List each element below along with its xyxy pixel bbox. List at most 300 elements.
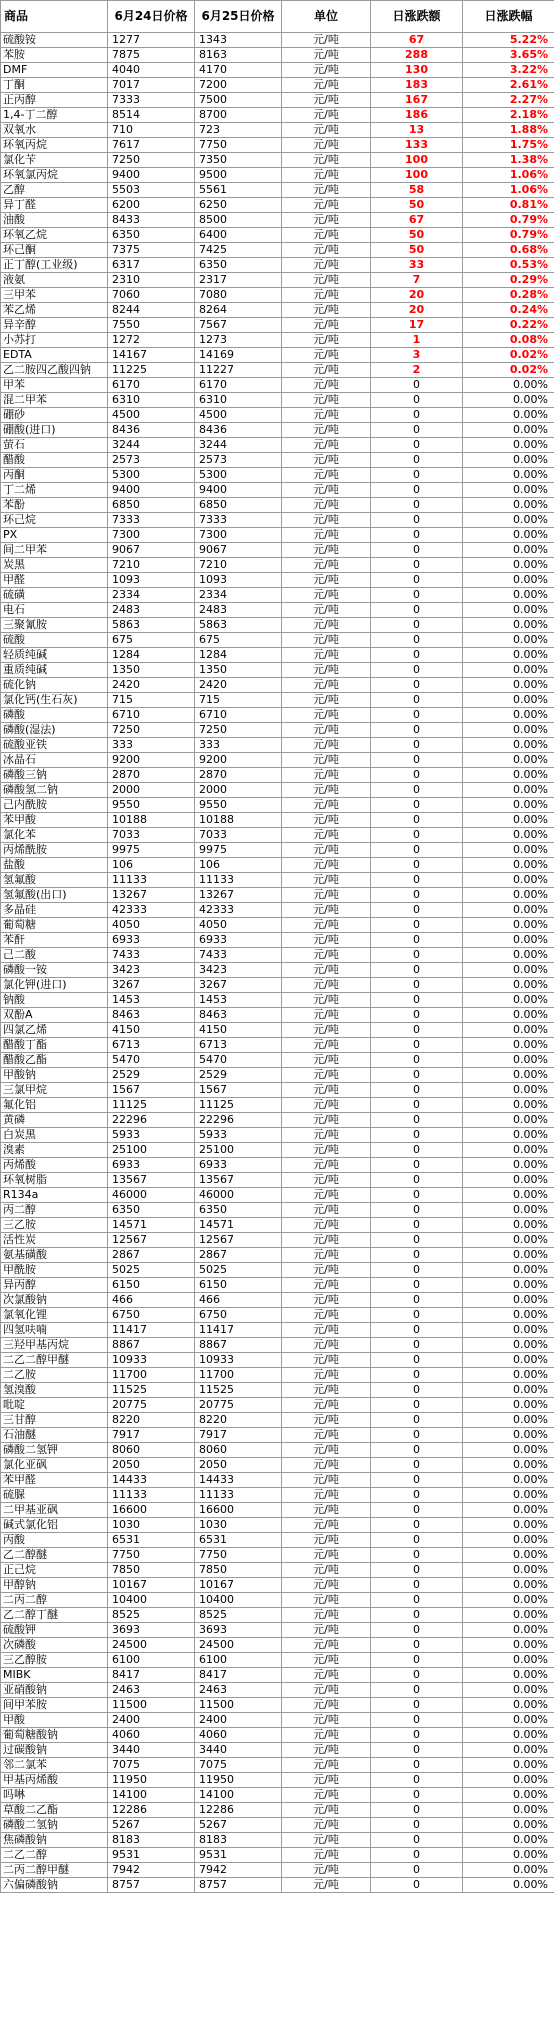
table-row <box>1 1833 554 1848</box>
cell-price-prev: 6710 <box>108 708 195 723</box>
table-row <box>1 1758 554 1773</box>
cell-unit: 元/吨 <box>282 843 371 858</box>
cell-pct: 0.00% <box>463 393 554 408</box>
cell-pct: 0.00% <box>463 603 554 618</box>
cell-unit: 元/吨 <box>282 693 371 708</box>
cell-price-curr: 2870 <box>195 768 282 783</box>
cell-name: 葡萄糖酸钠 <box>1 1728 108 1743</box>
cell-unit: 元/吨 <box>282 48 371 63</box>
cell-change: 0 <box>371 573 463 588</box>
cell-price-curr: 4150 <box>195 1023 282 1038</box>
cell-name: 甲醇钠 <box>1 1578 108 1593</box>
cell-pct: 0.00% <box>463 1728 554 1743</box>
cell-unit: 元/吨 <box>282 1713 371 1728</box>
cell-change: 0 <box>371 1038 463 1053</box>
table-row <box>1 1113 554 1128</box>
cell-price-curr: 9550 <box>195 798 282 813</box>
cell-price-curr: 8463 <box>195 1008 282 1023</box>
cell-unit: 元/吨 <box>282 753 371 768</box>
table-row <box>1 918 554 933</box>
cell-price-prev: 46000 <box>108 1188 195 1203</box>
table-row <box>1 573 554 588</box>
cell-unit: 元/吨 <box>282 768 371 783</box>
cell-name: 多晶硅 <box>1 903 108 918</box>
cell-name: 硫酸铵 <box>1 33 108 48</box>
cell-pct: 0.00% <box>463 1233 554 1248</box>
cell-change: 288 <box>371 48 463 63</box>
cell-price-prev: 11125 <box>108 1098 195 1113</box>
cell-unit: 元/吨 <box>282 138 371 153</box>
cell-unit: 元/吨 <box>282 873 371 888</box>
cell-pct: 0.00% <box>463 1803 554 1818</box>
cell-price-prev: 5025 <box>108 1263 195 1278</box>
cell-price-curr: 7942 <box>195 1863 282 1878</box>
cell-change: 0 <box>371 873 463 888</box>
cell-unit: 元/吨 <box>282 663 371 678</box>
cell-price-prev: 14571 <box>108 1218 195 1233</box>
cell-unit: 元/吨 <box>282 1248 371 1263</box>
table-row <box>1 1743 554 1758</box>
cell-change: 0 <box>371 1098 463 1113</box>
cell-unit: 元/吨 <box>282 183 371 198</box>
cell-price-curr: 7210 <box>195 558 282 573</box>
cell-price-prev: 5267 <box>108 1818 195 1833</box>
cell-price-curr: 11417 <box>195 1323 282 1338</box>
cell-pct: 0.00% <box>463 423 554 438</box>
cell-change: 0 <box>371 1368 463 1383</box>
table-row <box>1 1728 554 1743</box>
table-row <box>1 63 554 78</box>
cell-price-curr: 6750 <box>195 1308 282 1323</box>
cell-price-curr: 7033 <box>195 828 282 843</box>
cell-name: 甲苯 <box>1 378 108 393</box>
cell-name: 醋酸丁酯 <box>1 1038 108 1053</box>
table-row <box>1 1353 554 1368</box>
cell-unit: 元/吨 <box>282 1368 371 1383</box>
cell-unit: 元/吨 <box>282 1848 371 1863</box>
cell-change: 0 <box>371 1668 463 1683</box>
cell-change: 0 <box>371 978 463 993</box>
cell-price-prev: 20775 <box>108 1398 195 1413</box>
table-row <box>1 528 554 543</box>
cell-name: 氟化铝 <box>1 1098 108 1113</box>
cell-change: 0 <box>371 948 463 963</box>
cell-price-prev: 5503 <box>108 183 195 198</box>
cell-name: 甲酸钠 <box>1 1068 108 1083</box>
cell-name: 碱式氯化铝 <box>1 1518 108 1533</box>
cell-change: 0 <box>371 528 463 543</box>
cell-price-curr: 6933 <box>195 1158 282 1173</box>
cell-name: 炭黑 <box>1 558 108 573</box>
cell-price-curr: 11133 <box>195 873 282 888</box>
cell-name: 二乙胺 <box>1 1368 108 1383</box>
cell-pct: 0.00% <box>463 528 554 543</box>
cell-change: 0 <box>371 858 463 873</box>
cell-price-prev: 710 <box>108 123 195 138</box>
cell-price-curr: 8220 <box>195 1413 282 1428</box>
cell-price-prev: 7060 <box>108 288 195 303</box>
table-row <box>1 828 554 843</box>
cell-pct: 0.00% <box>463 1278 554 1293</box>
cell-change: 0 <box>371 813 463 828</box>
cell-change: 0 <box>371 1023 463 1038</box>
cell-name: 醋酸乙酯 <box>1 1053 108 1068</box>
table-row <box>1 1323 554 1338</box>
cell-price-prev: 22296 <box>108 1113 195 1128</box>
cell-price-prev: 9531 <box>108 1848 195 1863</box>
cell-price-prev: 8867 <box>108 1338 195 1353</box>
cell-pct: 1.88% <box>463 123 554 138</box>
cell-name: 己内酰胺 <box>1 798 108 813</box>
cell-price-curr: 6350 <box>195 258 282 273</box>
cell-change: 0 <box>371 1593 463 1608</box>
cell-change: 0 <box>371 723 463 738</box>
cell-price-curr: 6850 <box>195 498 282 513</box>
cell-pct: 0.00% <box>463 783 554 798</box>
cell-price-curr: 2529 <box>195 1068 282 1083</box>
table-row <box>1 543 554 558</box>
cell-unit: 元/吨 <box>282 1863 371 1878</box>
cell-unit: 元/吨 <box>282 33 371 48</box>
cell-unit: 元/吨 <box>282 528 371 543</box>
cell-name: 乙二醇醚 <box>1 1548 108 1563</box>
cell-pct: 0.00% <box>463 558 554 573</box>
cell-name: 三甲苯 <box>1 288 108 303</box>
cell-price-prev: 2400 <box>108 1713 195 1728</box>
cell-pct: 0.00% <box>463 1863 554 1878</box>
cell-change: 0 <box>371 918 463 933</box>
cell-price-prev: 4060 <box>108 1728 195 1743</box>
table-row <box>1 843 554 858</box>
cell-unit: 元/吨 <box>282 1773 371 1788</box>
cell-unit: 元/吨 <box>282 1233 371 1248</box>
cell-change: 0 <box>371 588 463 603</box>
cell-pct: 0.00% <box>463 723 554 738</box>
cell-price-curr: 7080 <box>195 288 282 303</box>
cell-change: 13 <box>371 123 463 138</box>
cell-price-prev: 6150 <box>108 1278 195 1293</box>
cell-price-prev: 5933 <box>108 1128 195 1143</box>
cell-price-prev: 7917 <box>108 1428 195 1443</box>
table-row <box>1 1098 554 1113</box>
cell-name: 乙二胺四乙酸四钠 <box>1 363 108 378</box>
cell-name: 氢氟酸(出口) <box>1 888 108 903</box>
table-body <box>1 33 554 1893</box>
cell-unit: 元/吨 <box>282 198 371 213</box>
cell-unit: 元/吨 <box>282 273 371 288</box>
cell-pct: 0.00% <box>463 1878 554 1893</box>
cell-unit: 元/吨 <box>282 1218 371 1233</box>
cell-unit: 元/吨 <box>282 1653 371 1668</box>
cell-pct: 2.27% <box>463 93 554 108</box>
cell-price-prev: 1284 <box>108 648 195 663</box>
cell-change: 0 <box>371 1443 463 1458</box>
cell-pct: 3.22% <box>463 63 554 78</box>
cell-name: 氯化亚砜 <box>1 1458 108 1473</box>
cell-change: 0 <box>371 483 463 498</box>
cell-pct: 0.00% <box>463 948 554 963</box>
cell-price-prev: 2573 <box>108 453 195 468</box>
cell-price-curr: 8183 <box>195 1833 282 1848</box>
table-row <box>1 198 554 213</box>
cell-price-curr: 3440 <box>195 1743 282 1758</box>
table-row <box>1 1563 554 1578</box>
cell-unit: 元/吨 <box>282 468 371 483</box>
cell-pct: 0.00% <box>463 693 554 708</box>
cell-pct: 0.00% <box>463 1503 554 1518</box>
cell-change: 0 <box>371 1188 463 1203</box>
cell-name: 二乙二醇甲醚 <box>1 1353 108 1368</box>
cell-price-prev: 7375 <box>108 243 195 258</box>
cell-price-curr: 8417 <box>195 1668 282 1683</box>
cell-unit: 元/吨 <box>282 1353 371 1368</box>
table-row <box>1 1083 554 1098</box>
cell-change: 0 <box>371 1803 463 1818</box>
cell-unit: 元/吨 <box>282 1803 371 1818</box>
cell-unit: 元/吨 <box>282 1638 371 1653</box>
cell-change: 17 <box>371 318 463 333</box>
cell-change: 0 <box>371 1548 463 1563</box>
cell-price-prev: 2334 <box>108 588 195 603</box>
cell-name: 轻质纯碱 <box>1 648 108 663</box>
cell-pct: 0.00% <box>463 1053 554 1068</box>
table-row <box>1 318 554 333</box>
cell-price-curr: 466 <box>195 1293 282 1308</box>
cell-name: 四氯乙烯 <box>1 1023 108 1038</box>
table-row <box>1 663 554 678</box>
cell-pct: 0.00% <box>463 483 554 498</box>
cell-change: 50 <box>371 228 463 243</box>
cell-unit: 元/吨 <box>282 648 371 663</box>
table-row <box>1 1578 554 1593</box>
table-row <box>1 1308 554 1323</box>
cell-unit: 元/吨 <box>282 1053 371 1068</box>
cell-price-prev: 3423 <box>108 963 195 978</box>
cell-unit: 元/吨 <box>282 678 371 693</box>
cell-price-curr: 6710 <box>195 708 282 723</box>
cell-name: 吡啶 <box>1 1398 108 1413</box>
cell-price-curr: 9975 <box>195 843 282 858</box>
cell-pct: 0.00% <box>463 1818 554 1833</box>
table-row <box>1 243 554 258</box>
cell-change: 0 <box>371 1338 463 1353</box>
header-change: 日涨跌额 <box>371 1 463 33</box>
cell-unit: 元/吨 <box>282 258 371 273</box>
cell-change: 0 <box>371 1653 463 1668</box>
cell-change: 0 <box>371 1293 463 1308</box>
cell-unit: 元/吨 <box>282 1788 371 1803</box>
cell-change: 0 <box>371 963 463 978</box>
cell-price-curr: 7075 <box>195 1758 282 1773</box>
cell-name: 冰晶石 <box>1 753 108 768</box>
cell-price-prev: 6713 <box>108 1038 195 1053</box>
cell-pct: 0.00% <box>463 1413 554 1428</box>
cell-price-curr: 10933 <box>195 1353 282 1368</box>
cell-name: 硼砂 <box>1 408 108 423</box>
cell-name: EDTA <box>1 348 108 363</box>
cell-price-curr: 5933 <box>195 1128 282 1143</box>
cell-pct: 0.00% <box>463 1458 554 1473</box>
cell-name: 黄磷 <box>1 1113 108 1128</box>
cell-change: 0 <box>371 1878 463 1893</box>
cell-price-curr: 8700 <box>195 108 282 123</box>
table-row <box>1 1233 554 1248</box>
table-row <box>1 1023 554 1038</box>
cell-pct: 0.53% <box>463 258 554 273</box>
cell-price-curr: 11525 <box>195 1383 282 1398</box>
cell-price-prev: 8463 <box>108 1008 195 1023</box>
cell-pct: 0.00% <box>463 1548 554 1563</box>
table-row <box>1 498 554 513</box>
cell-change: 0 <box>371 1623 463 1638</box>
cell-change: 0 <box>371 1218 463 1233</box>
cell-unit: 元/吨 <box>282 318 371 333</box>
cell-pct: 0.00% <box>463 1563 554 1578</box>
cell-pct: 0.00% <box>463 903 554 918</box>
cell-pct: 0.00% <box>463 963 554 978</box>
cell-pct: 0.00% <box>463 453 554 468</box>
cell-change: 0 <box>371 393 463 408</box>
cell-unit: 元/吨 <box>282 1458 371 1473</box>
cell-change: 0 <box>371 1488 463 1503</box>
cell-price-prev: 10167 <box>108 1578 195 1593</box>
cell-unit: 元/吨 <box>282 1623 371 1638</box>
cell-unit: 元/吨 <box>282 1833 371 1848</box>
cell-price-prev: 11950 <box>108 1773 195 1788</box>
cell-unit: 元/吨 <box>282 1518 371 1533</box>
cell-unit: 元/吨 <box>282 63 371 78</box>
cell-name: 甲醛 <box>1 573 108 588</box>
cell-pct: 0.00% <box>463 1218 554 1233</box>
cell-price-curr: 11227 <box>195 363 282 378</box>
cell-pct: 0.00% <box>463 1848 554 1863</box>
cell-pct: 0.00% <box>463 768 554 783</box>
cell-unit: 元/吨 <box>282 498 371 513</box>
cell-name: 丙酮 <box>1 468 108 483</box>
table-row <box>1 1458 554 1473</box>
cell-name: 氯氧化锂 <box>1 1308 108 1323</box>
cell-change: 58 <box>371 183 463 198</box>
cell-unit: 元/吨 <box>282 483 371 498</box>
cell-unit: 元/吨 <box>282 738 371 753</box>
cell-pct: 2.18% <box>463 108 554 123</box>
cell-pct: 0.00% <box>463 1533 554 1548</box>
table-row <box>1 288 554 303</box>
cell-price-curr: 8867 <box>195 1338 282 1353</box>
cell-price-curr: 24500 <box>195 1638 282 1653</box>
cell-pct: 2.61% <box>463 78 554 93</box>
cell-name: 丁二烯 <box>1 483 108 498</box>
cell-unit: 元/吨 <box>282 513 371 528</box>
cell-price-curr: 5300 <box>195 468 282 483</box>
cell-name: 甲酰胺 <box>1 1263 108 1278</box>
cell-pct: 5.22% <box>463 33 554 48</box>
table-row <box>1 1803 554 1818</box>
cell-name: 乙二醇丁醚 <box>1 1608 108 1623</box>
cell-price-curr: 9531 <box>195 1848 282 1863</box>
cell-price-curr: 3693 <box>195 1623 282 1638</box>
cell-pct: 0.28% <box>463 288 554 303</box>
cell-name: 甲基丙烯酸 <box>1 1773 108 1788</box>
cell-change: 183 <box>371 78 463 93</box>
cell-name: 环氧丙烷 <box>1 138 108 153</box>
cell-price-prev: 7333 <box>108 93 195 108</box>
cell-price-prev: 7750 <box>108 1548 195 1563</box>
cell-pct: 1.38% <box>463 153 554 168</box>
cell-price-prev: 7033 <box>108 828 195 843</box>
cell-price-prev: 8220 <box>108 1413 195 1428</box>
cell-unit: 元/吨 <box>282 1413 371 1428</box>
cell-price-prev: 7300 <box>108 528 195 543</box>
cell-unit: 元/吨 <box>282 828 371 843</box>
table-row <box>1 753 554 768</box>
table-row <box>1 1593 554 1608</box>
cell-name: 电石 <box>1 603 108 618</box>
cell-price-curr: 3267 <box>195 978 282 993</box>
cell-unit: 元/吨 <box>282 168 371 183</box>
cell-name: 正丙醇 <box>1 93 108 108</box>
cell-price-prev: 333 <box>108 738 195 753</box>
cell-price-prev: 6850 <box>108 498 195 513</box>
table-row <box>1 873 554 888</box>
cell-name: 氢溴酸 <box>1 1383 108 1398</box>
cell-pct: 0.00% <box>463 1518 554 1533</box>
cell-pct: 0.68% <box>463 243 554 258</box>
cell-price-prev: 8183 <box>108 1833 195 1848</box>
cell-price-prev: 2463 <box>108 1683 195 1698</box>
table-row <box>1 783 554 798</box>
cell-price-prev: 11700 <box>108 1368 195 1383</box>
table-row <box>1 453 554 468</box>
cell-unit: 元/吨 <box>282 543 371 558</box>
cell-unit: 元/吨 <box>282 1038 371 1053</box>
cell-price-prev: 8060 <box>108 1443 195 1458</box>
cell-price-prev: 2867 <box>108 1248 195 1263</box>
cell-price-curr: 2867 <box>195 1248 282 1263</box>
cell-change: 0 <box>371 633 463 648</box>
cell-change: 0 <box>371 678 463 693</box>
table-row <box>1 1173 554 1188</box>
cell-pct: 0.00% <box>463 1128 554 1143</box>
cell-price-curr: 8500 <box>195 213 282 228</box>
cell-price-prev: 16600 <box>108 1503 195 1518</box>
cell-price-curr: 10167 <box>195 1578 282 1593</box>
cell-price-curr: 10400 <box>195 1593 282 1608</box>
table-header <box>1 1 554 33</box>
cell-change: 0 <box>371 1008 463 1023</box>
table-row <box>1 513 554 528</box>
cell-unit: 元/吨 <box>282 1083 371 1098</box>
cell-pct: 0.00% <box>463 753 554 768</box>
cell-price-curr: 8757 <box>195 1878 282 1893</box>
cell-pct: 0.00% <box>463 633 554 648</box>
cell-price-curr: 3423 <box>195 963 282 978</box>
cell-unit: 元/吨 <box>282 228 371 243</box>
cell-unit: 元/吨 <box>282 1293 371 1308</box>
table-row <box>1 228 554 243</box>
cell-change: 0 <box>371 828 463 843</box>
table-row <box>1 423 554 438</box>
header-price-prev: 6月24日价格 <box>108 1 195 33</box>
cell-price-curr: 106 <box>195 858 282 873</box>
cell-change: 0 <box>371 1863 463 1878</box>
cell-price-prev: 7250 <box>108 723 195 738</box>
cell-unit: 元/吨 <box>282 813 371 828</box>
cell-price-curr: 8060 <box>195 1443 282 1458</box>
header-unit: 单位 <box>282 1 371 33</box>
cell-change: 0 <box>371 1353 463 1368</box>
cell-pct: 0.00% <box>463 1788 554 1803</box>
